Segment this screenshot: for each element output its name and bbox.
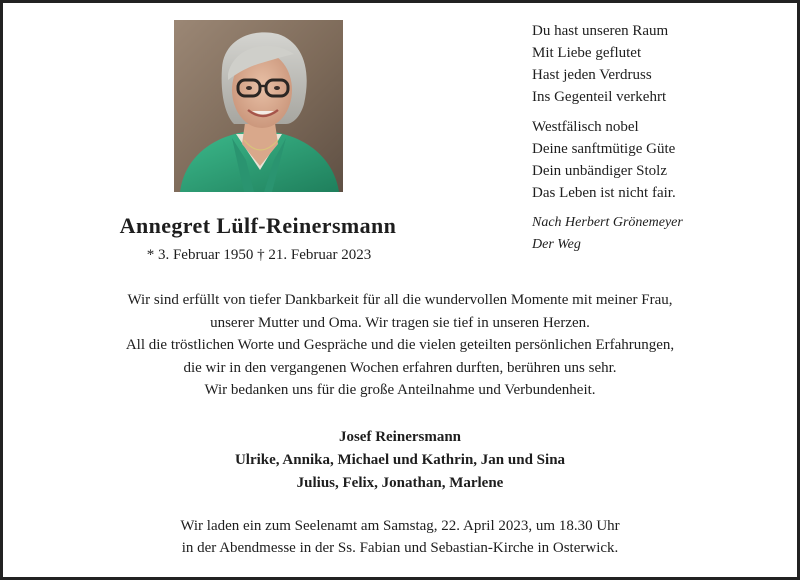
gratitude-message bbox=[33, 289, 767, 402]
service-invitation bbox=[63, 515, 737, 559]
portrait-image bbox=[174, 20, 343, 192]
life-dates: * 3. Februar 1950 † 21. Februar 2023 bbox=[146, 247, 372, 263]
message-line: die wir in den vergangenen Wochen erfahren durften, berühren uns sehr. bbox=[183, 359, 617, 376]
family-line: Julius, Felix, Jonathan, Marlene bbox=[296, 475, 504, 491]
message-line: All die tröstlichen Worte und Gespräche und die vielen geteilten persönlichen Erfahrungen, bbox=[125, 337, 675, 353]
poem-stanza-2 bbox=[532, 116, 772, 204]
poem-line: Deine sanftmütige Güte bbox=[532, 141, 676, 157]
poem-line: Du hast unseren Raum bbox=[532, 23, 669, 39]
poem-author: Nach Herbert Grönemeyer bbox=[532, 215, 683, 230]
deceased-name: Annegret Lülf-Reinersmann bbox=[119, 213, 397, 238]
poem-line: Westfälisch nobel bbox=[532, 119, 639, 135]
poem-line: Ins Gegenteil verkehrt bbox=[532, 89, 667, 105]
poem-line: Das Leben ist nicht fair. bbox=[532, 185, 676, 201]
poem-line: Mit Liebe geflutet bbox=[532, 45, 642, 61]
portrait-photo bbox=[174, 20, 343, 192]
invitation-line: Wir laden ein zum Seelenamt am Samstag, 22. April 2023, um 18.30 Uhr bbox=[180, 518, 620, 534]
invitation-line: in der Abendmesse in der Ss. Fabian und Sebastian-Kirche in Osterwick. bbox=[181, 540, 619, 556]
message-line: Wir sind erfüllt von tiefer Dankbarkeit für all die wundervollen Momente mit meiner Frau, bbox=[127, 292, 673, 308]
poem-title: Der Weg bbox=[532, 237, 581, 252]
message-line: Wir bedanken uns für die große Anteilnahme und Verbundenheit. bbox=[204, 382, 596, 398]
family-signatures bbox=[103, 426, 697, 495]
poem-line: Hast jeden Verdruss bbox=[532, 67, 652, 83]
poem-stanza-1 bbox=[532, 20, 772, 108]
poem-attribution bbox=[532, 212, 772, 256]
family-line: Josef Reinersmann bbox=[338, 429, 462, 445]
message-line: unserer Mutter und Oma. Wir tragen sie tief in unseren Herzen. bbox=[210, 314, 590, 331]
memorial-poem bbox=[532, 20, 772, 256]
family-line: Ulrike, Annika, Michael und Kathrin, Jan und Sina bbox=[234, 452, 566, 468]
poem-line: Dein unbändiger Stolz bbox=[532, 163, 667, 179]
